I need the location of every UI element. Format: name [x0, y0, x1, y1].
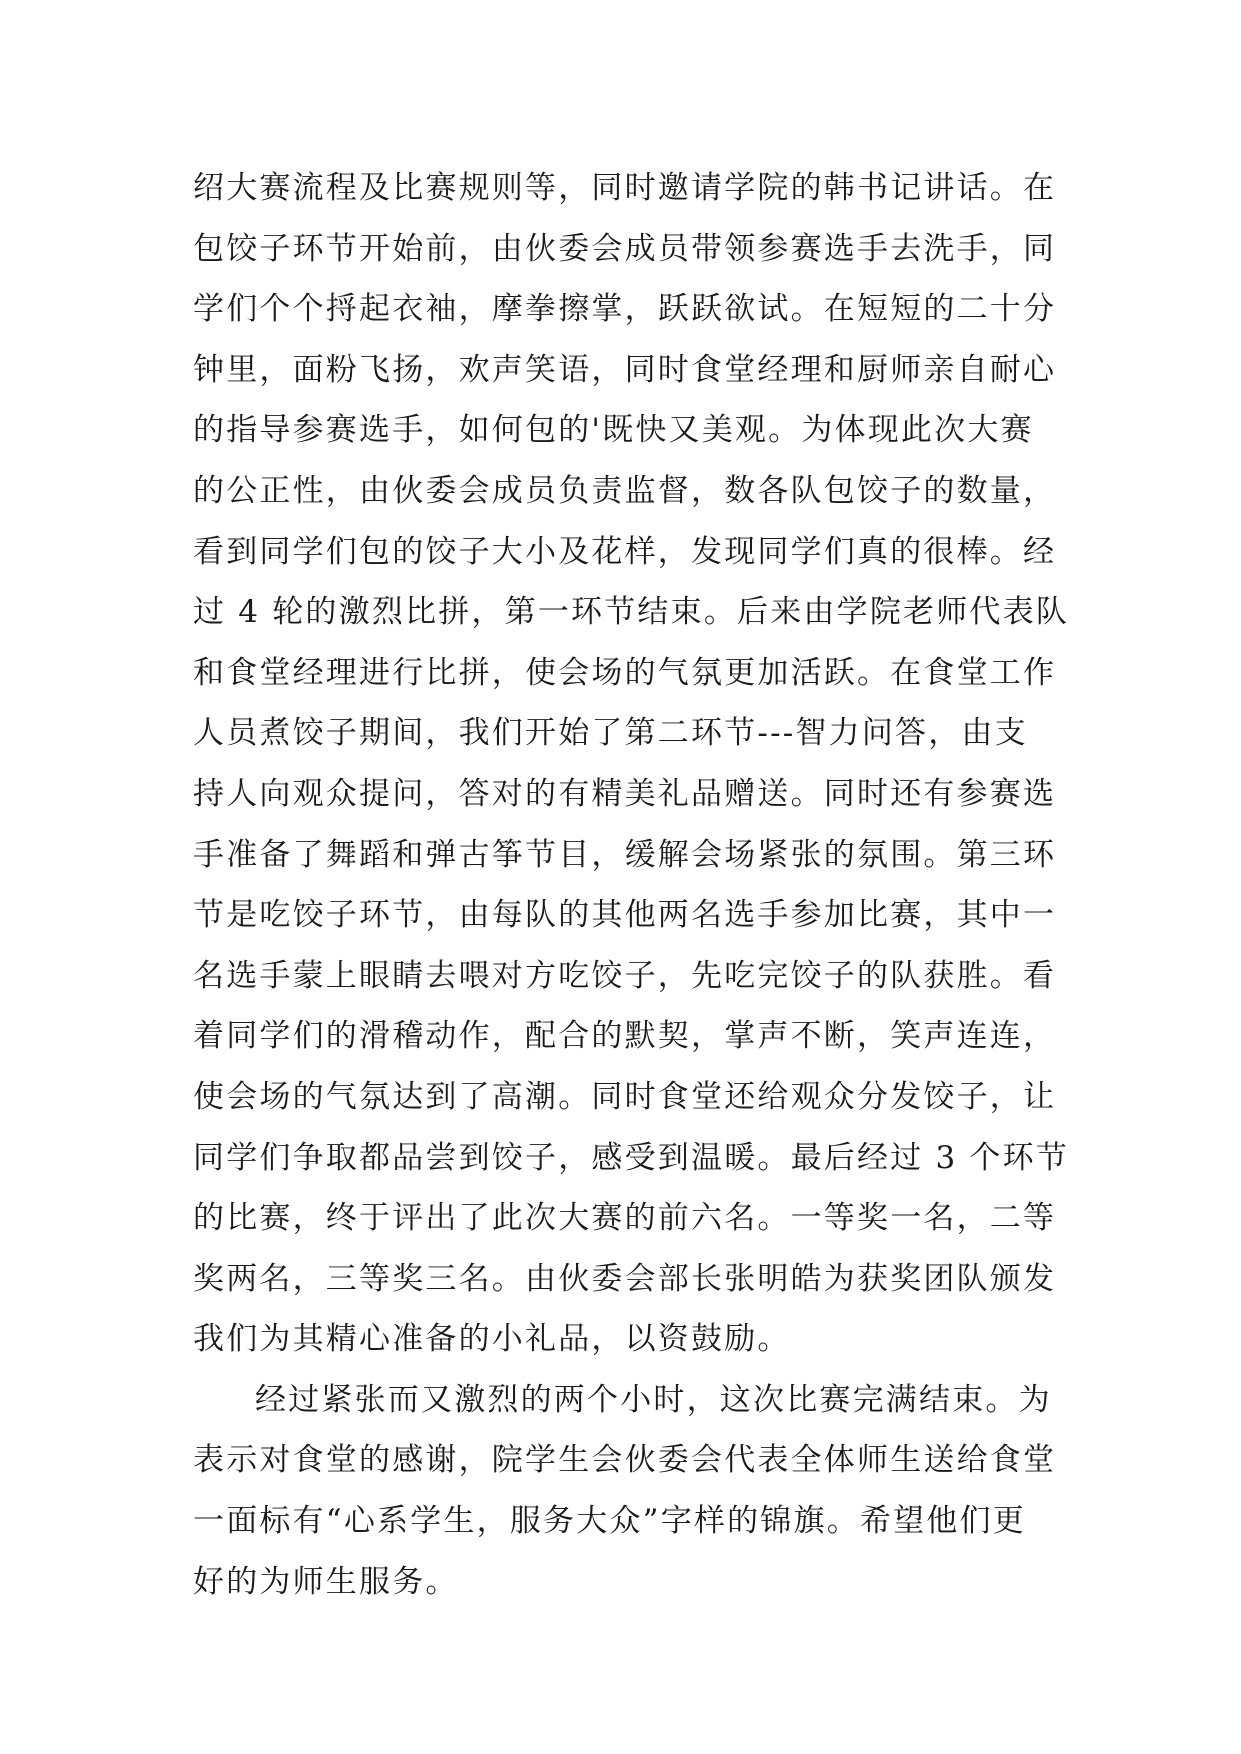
- text-line: 表示对食堂的感谢，院学生会伙委会代表全体师生送给食堂: [193, 1442, 1057, 1479]
- text-line: 人员煮饺子期间，我们开始了第二环节---智力问答，由支: [193, 715, 1028, 752]
- text-line: 节是吃饺子环节，由每队的其他两名选手参加比赛，其中一: [193, 897, 1057, 934]
- text-line: 钟里，面粉飞扬，欢声笑语，同时食堂经理和厨师亲自耐心: [193, 351, 1057, 388]
- text-line: 和食堂经理进行比拼，使会场的气氛更加活跃。在食堂工作: [193, 654, 1057, 691]
- text-line: 一面标有“心系学生，服务大众”字样的锦旗。希望他们更: [193, 1503, 1026, 1540]
- text-line: 着同学们的滑稽动作，配合的默契，掌声不断，笑声连连，: [193, 1018, 1057, 1055]
- text-line: 绍大赛流程及比赛规则等，同时邀请学院的韩书记讲话。在: [193, 170, 1057, 206]
- text-line: 的比赛，终于评出了此次大赛的前六名。一等奖一名，二等: [193, 1200, 1057, 1237]
- text-line: 使会场的气氛达到了高潮。同时食堂还给观众分发饺子，让: [193, 1078, 1057, 1115]
- text-line: 我们为其精心准备的小礼品，以资鼓励。: [193, 1321, 791, 1358]
- text-line: 奖两名，三等奖三名。由伙委会部长张明皓为获奖团队颁发: [193, 1260, 1057, 1297]
- text-line: 同学们争取都品尝到饺子，感受到温暖。最后经过 3 个环节: [193, 1139, 1070, 1176]
- text-line: 包饺子环节开始前，由伙委会成员带领参赛选手去洗手，同: [193, 230, 1057, 267]
- text-line: 看到同学们包的饺子大小及花样，发现同学们真的很棒。经: [193, 533, 1057, 570]
- paragraph-start-line: 经过紧张而又激烈的两个小时，这次比赛完满结束。为: [255, 1381, 1052, 1418]
- text-line: 名选手蒙上眼睛去喂对方吃饺子，先吃完饺子的队获胜。看: [193, 957, 1057, 994]
- text-line: 学们个个捋起衣袖，摩拳擦掌，跃跃欲试。在短短的二十分: [193, 291, 1057, 328]
- text-line: 过 4 轮的激烈比拼，第一环节结束。后来由学院老师代表队: [193, 594, 1070, 631]
- document-body: [193, 158, 1070, 1612]
- text-line: 手准备了舞蹈和弹古筝节目，缓解会场紧张的氛围。第三环: [193, 836, 1057, 873]
- text-line: 的指导参赛选手，如何包的'既快又美观。为体现此次大赛: [193, 412, 1034, 449]
- text-line: 的公正性，由伙委会成员负责监督，数各队包饺子的数量，: [193, 472, 1057, 509]
- text-line: 好的为师生服务。: [193, 1563, 459, 1600]
- text-line: 持人向观众提问，答对的有精美礼品赠送。同时还有参赛选: [193, 775, 1057, 812]
